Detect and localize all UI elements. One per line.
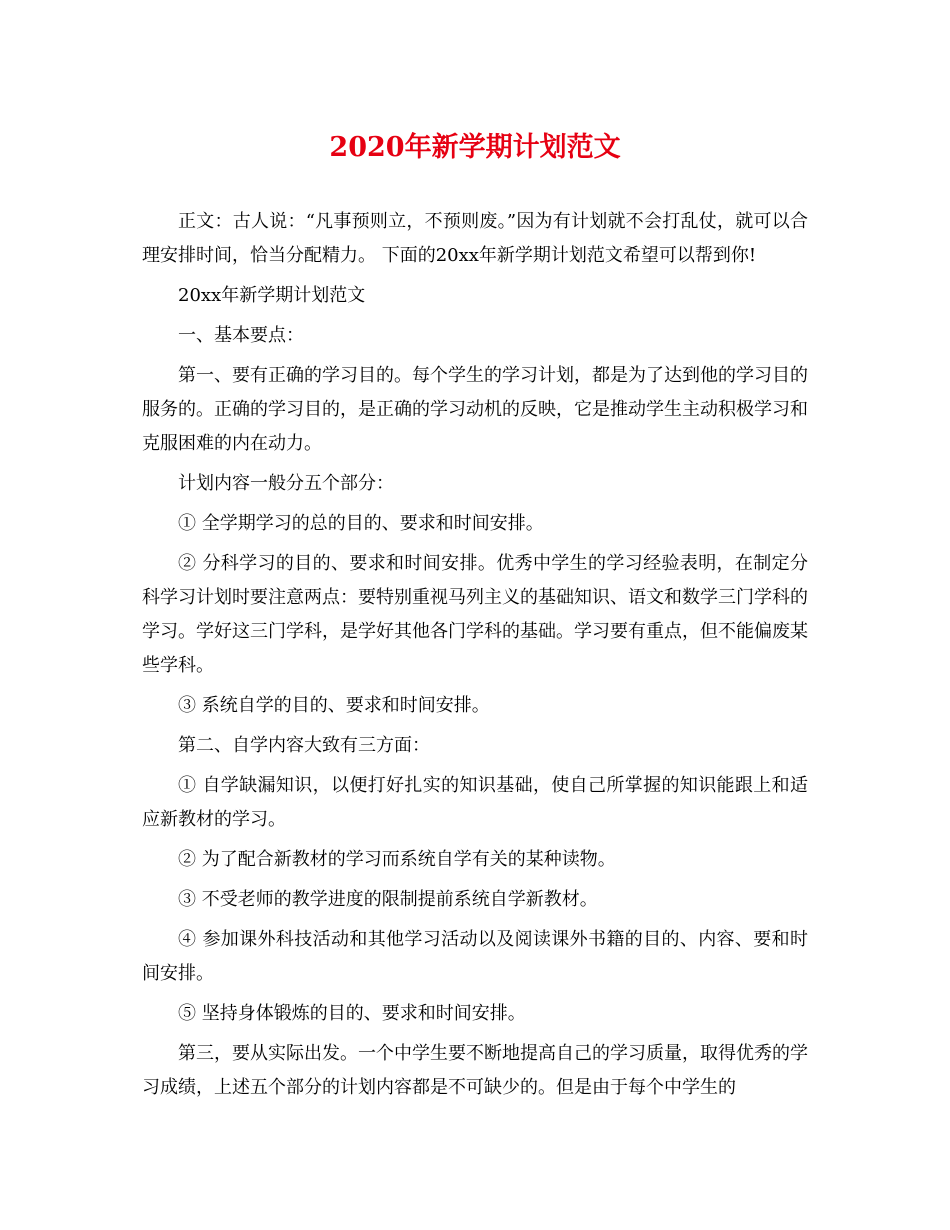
paragraph-point-one: 第一、要有正确的学习目的。每个学生的学习计划，都是为了达到他的学习目的服务的。正确的学习目的，是正确的学习动机的反映，它是推动学生主动积极学习和克服困难的内在动力。 — [142, 365, 808, 454]
paragraph-plan-parts: 计划内容一般分五个部分： — [178, 473, 394, 494]
list-item: ① 全学期学习的总的目的、要求和时间安排。 — [178, 513, 544, 534]
list-item: ① 自学缺漏知识，以便打好扎实的知识基础，使自己所掌握的知识能跟上和适应新教材的学习。 — [142, 775, 808, 830]
paragraph-point-two: 第二、自学内容大致有三方面： — [178, 735, 430, 756]
list-item: ③ 系统自学的目的、要求和时间安排。 — [178, 695, 490, 716]
paragraph-point-three: 第三，要从实际出发。一个中学生要不断地提高自己的学习质量，取得优秀的学习成绩，上述五个部分的计划内容都是不可缺少的。但是由于每个中学生的 — [142, 1043, 808, 1098]
list-item: ④ 参加课外科技活动和其他学习活动以及阅读课外书籍的目的、内容、要和时间安排。 — [142, 929, 808, 984]
list-item: ② 分科学习的目的、要求和时间安排。优秀中学生的学习经验表明，在制定分科学习计划时要注意两点：要特别重视马列主义的基础知识、语文和数学三门学科的学习。学好这三门学科，是学好其他各门学科的基础。学习要有重点，但不能偏废某些学科。 — [142, 553, 808, 676]
document-body — [142, 205, 808, 1111]
document-title: 2020年新学期计划范文 — [329, 132, 621, 163]
list-item: ② 为了配合新教材的学习而系统自学有关的某种读物。 — [178, 849, 616, 870]
section-heading-basics: 一、基本要点： — [178, 325, 304, 346]
list-item: ③ 不受老师的教学进度的限制提前系统自学新教材。 — [178, 889, 598, 910]
list-item: ⑤ 坚持身体锻炼的目的、要求和时间安排。 — [178, 1003, 526, 1024]
paragraph-intro: 正文：古人说：“凡事预则立，不预则废。”因为有计划就不会打乱仗，就可以合理安排时间，恰当分配精力。 下面的20xx年新学期计划范文希望可以帮到你! — [142, 211, 808, 266]
paragraph-subtitle: 20xx年新学期计划范文 — [178, 285, 366, 306]
